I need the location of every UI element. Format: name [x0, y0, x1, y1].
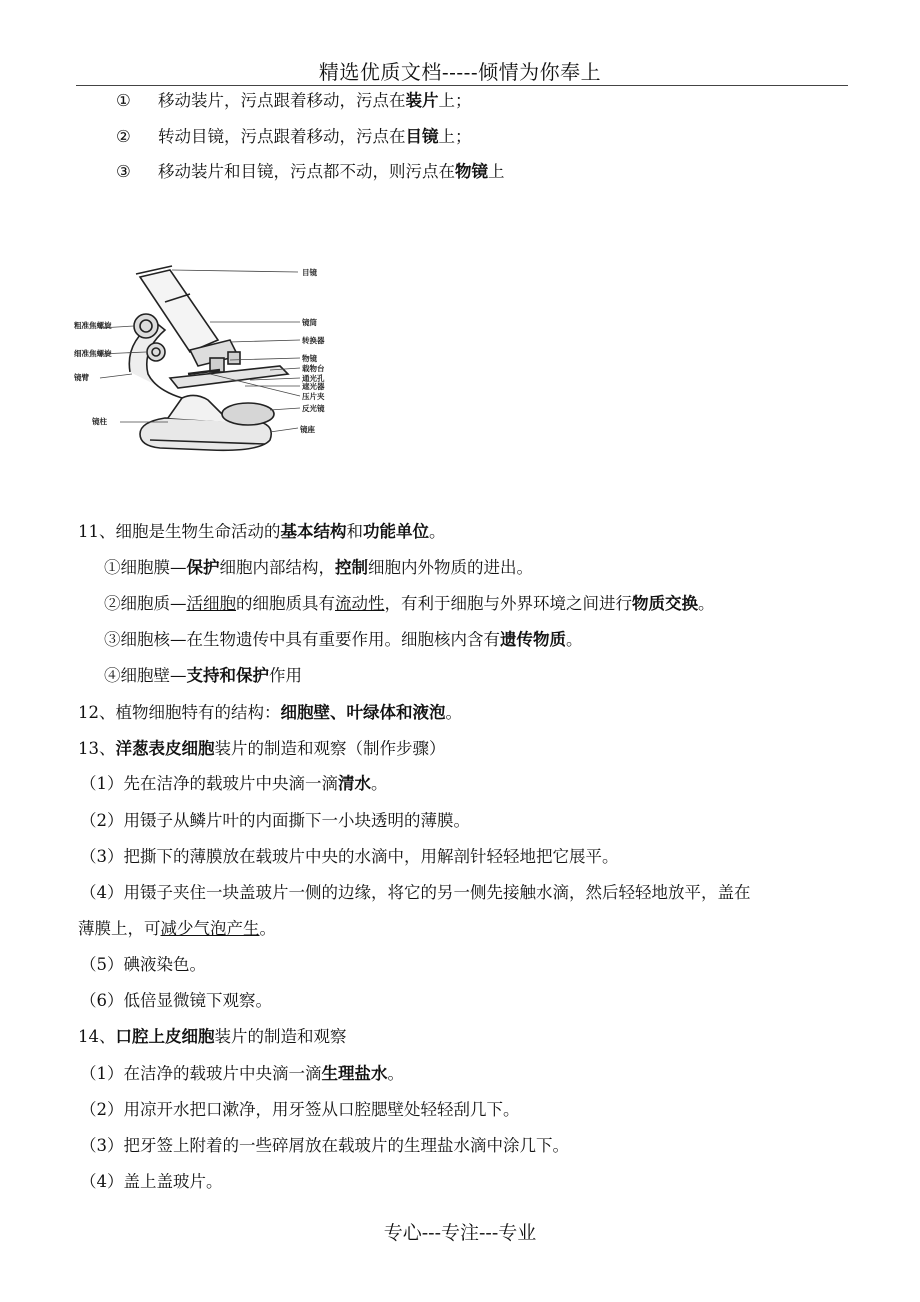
text: 。 [387, 1064, 404, 1083]
step-number: ③ [116, 162, 131, 181]
keyword: 细胞壁、叶绿体和液泡 [280, 703, 446, 722]
header-divider [76, 85, 848, 86]
step-number: ② [116, 127, 131, 146]
section-14-heading [78, 1026, 347, 1048]
section-13-heading [78, 738, 446, 760]
keyword: 洋葱表皮细胞 [115, 739, 215, 758]
step-text-end: 上； [438, 91, 472, 110]
text: （1）在洁净的载玻片中央滴一滴 [80, 1064, 322, 1083]
text: ，有利于细胞与外界环境之间进行 [384, 594, 632, 613]
text: ④细胞壁— [104, 666, 187, 685]
page-footer: 专心---专注---专业 [383, 1222, 537, 1244]
keyword: 口腔上皮细胞 [115, 1027, 215, 1046]
keyword: 保护 [186, 558, 220, 577]
section-11-item-3 [104, 629, 583, 651]
section-14-step-3: （3）把牙签上附着的一些碎屑放在载玻片的生理盐水滴中涂几下。 [80, 1136, 569, 1155]
keyword: 物质交换 [632, 594, 698, 613]
label-arm: 镜臂 [74, 373, 89, 382]
text: 细胞内部结构， [219, 558, 335, 577]
step-text: 移动装片和目镜，污点都不动，则污点在 [158, 162, 455, 181]
text: 。 [445, 703, 462, 722]
label-eyepiece: 目镜 [302, 268, 317, 277]
section-13-step-4: （4）用镊子夹住一块盖玻片一侧的边缘，将它的另一侧先接触水滴，然后轻轻地放平，盖在 [80, 883, 751, 902]
section-11-item-1 [104, 557, 533, 579]
text: 。 [698, 594, 715, 613]
text: ②细胞质— [104, 594, 187, 613]
page-header: 精选优质文档-----倾情为你奉上 [318, 60, 602, 84]
section-14-step-2: （2）用凉开水把口漱净，用牙签从口腔腮壁处轻轻刮几下。 [80, 1100, 520, 1119]
section-11-item-4 [104, 665, 302, 687]
keyword: 生理盐水 [321, 1064, 388, 1083]
text: 和 [346, 522, 363, 541]
step-keyword: 装片 [405, 91, 439, 110]
underlined-term: 流动性 [335, 594, 385, 613]
step-text: 移动装片，污点跟着移动，污点在 [158, 91, 406, 110]
text: 11、细胞是生物生命活动的 [78, 522, 281, 541]
label-tube: 镜筒 [302, 318, 317, 327]
keyword: 控制 [335, 558, 368, 577]
label-objective: 物镜 [302, 354, 317, 363]
text: ①细胞膜— [104, 558, 187, 577]
step-keyword: 物镜 [455, 162, 488, 181]
text: 。 [429, 522, 446, 541]
label-mirror: 反光镜 [302, 404, 325, 413]
text: ③细胞核—在生物遗传中具有重要作用。细胞核内含有 [104, 630, 500, 649]
step-text: 转动目镜，污点跟着移动，污点在 [158, 127, 406, 146]
section-14-step-1 [80, 1063, 404, 1085]
text: 。 [371, 774, 388, 793]
text: 薄膜上，可 [78, 919, 161, 938]
label-coarse-knob: 粗准焦螺旋 [74, 321, 112, 330]
step-text-end: 上 [488, 162, 505, 181]
text: 装片的制造和观察（制作步骤） [214, 739, 446, 758]
label-base: 镜座 [300, 425, 315, 434]
step-2 [116, 126, 472, 148]
underlined-term: 减少气泡产生 [160, 919, 260, 938]
step-keyword: 目镜 [405, 127, 439, 146]
section-13-step-1 [80, 773, 388, 795]
text: 13、 [78, 739, 116, 758]
keyword: 功能单位 [363, 522, 429, 541]
text: （1）先在洁净的载玻片中央滴一滴 [80, 774, 338, 793]
label-stage: 载物台 [302, 364, 325, 373]
microscope-diagram [70, 262, 340, 462]
text: 。 [259, 919, 276, 938]
section-13-step-6: （6）低倍显微镜下观察。 [80, 991, 272, 1010]
label-pillar: 镜柱 [92, 417, 107, 426]
keyword: 基本结构 [280, 522, 347, 541]
underlined-term: 活细胞 [186, 594, 236, 613]
text: 。 [566, 630, 583, 649]
keyword: 支持和保护 [186, 666, 269, 685]
step-3 [116, 161, 505, 183]
label-clip: 压片夹 [302, 392, 325, 401]
section-12-heading [78, 702, 462, 724]
section-14-step-4: （4）盖上盖玻片。 [80, 1172, 223, 1191]
label-nosepiece: 转换器 [302, 336, 325, 345]
text: 的细胞质具有 [236, 594, 335, 613]
text: 细胞内外物质的进出。 [368, 558, 533, 577]
label-fine-knob: 细准焦螺旋 [74, 349, 112, 358]
section-13-step-2: （2）用镊子从鳞片叶的内面撕下一小块透明的薄膜。 [80, 811, 470, 830]
keyword: 清水 [338, 774, 371, 793]
section-13-step-3: （3）把撕下的薄膜放在载玻片中央的水滴中，用解剖针轻轻地把它展平。 [80, 847, 619, 866]
step-text-end: 上； [438, 127, 472, 146]
step-1 [116, 90, 472, 112]
text: 12、植物细胞特有的结构： [78, 703, 281, 722]
label-diaphragm: 遮光器 [302, 382, 325, 391]
label-stage-hole: 通光孔 [302, 374, 325, 383]
section-11-item-2 [104, 593, 715, 615]
text: 装片的制造和观察 [214, 1027, 347, 1046]
section-13-step-5: （5）碘液染色。 [80, 955, 206, 974]
section-11-heading [78, 521, 446, 543]
text: 作用 [269, 666, 302, 685]
step-number: ① [116, 91, 131, 110]
keyword: 遗传物质 [500, 630, 566, 649]
section-13-step-4-cont [78, 918, 276, 940]
text: 14、 [78, 1027, 116, 1046]
